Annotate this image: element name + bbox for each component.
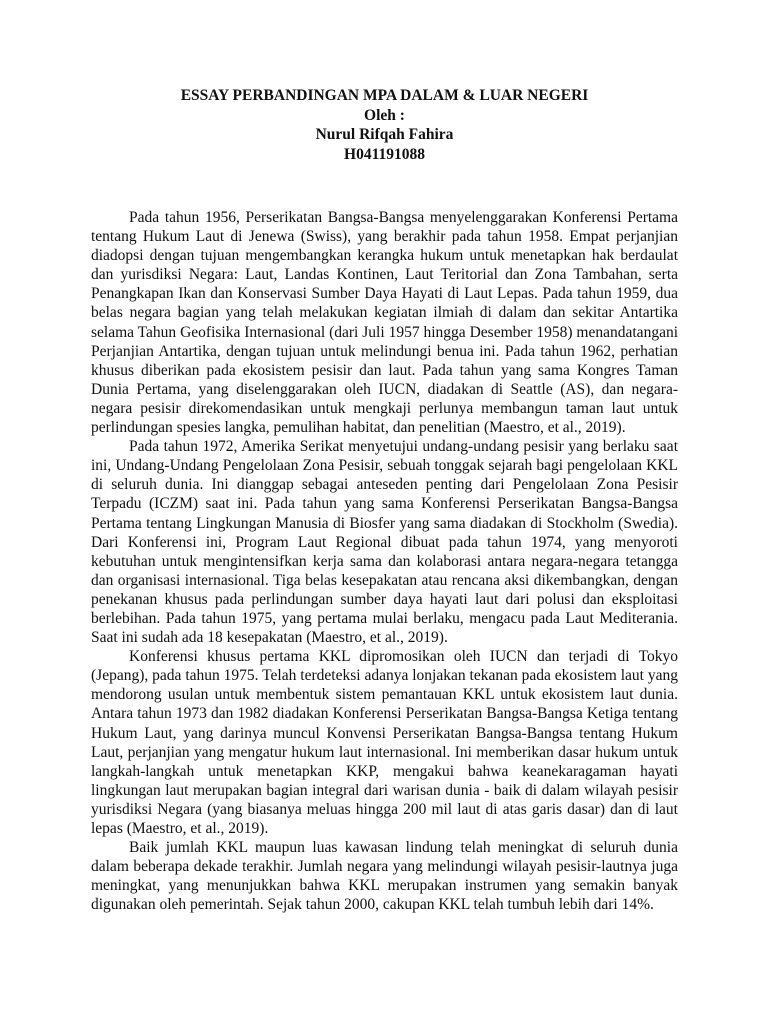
document-body	[91, 208, 678, 914]
document-title: ESSAY PERBANDINGAN MPA DALAM & LUAR NEGERI	[180, 87, 589, 104]
document-header	[91, 86, 678, 164]
paragraph-3: Konferensi khusus pertama KKL dipromosikan oleh IUCN dan terjadi di Tokyo (Jepang), pada tahun 1975. Telah terdeteksi adanya lonjakan tekanan pada ekosistem laut yang mendorong usulan untuk membentuk sistem pemantauan KKL untuk ekosistem laut dunia. Antara tahun 1973 dan 1982 diadakan Konferensi Perserikatan Bangsa-Bangsa Ketiga tentang Hukum Laut, yang darinya muncul Konvensi Perserikatan Bangsa-Bangsa tentang Hukum Laut, perjanjian yang mengatur hukum laut internasional. Ini memberikan dasar hukum untuk langkah-langkah untuk menetapkan KKP, mengakui bahwa keanekaragaman hayati lingkungan laut merupakan bagian integral dari warisan dunia - baik di dalam wilayah pesisir yurisdiksi Negara (yang biasanya meluas hingga 200 mil laut di atas garis dasar) dan di laut lepas (Maestro, et al., 2019).	[91, 648, 678, 837]
author-by-label: Oleh :	[364, 106, 405, 124]
paragraph-4: Baik jumlah KKL maupun luas kawasan lindung telah meningkat di seluruh dunia dalam beberapa dekade terakhir. Jumlah negara yang melindungi wilayah pesisir-lautnya juga meningkat, yang menunjukkan bahwa KKL merupakan instrumen yang semakin banyak digunakan oleh pemerintah. Sejak tahun 2000, cakupan KKL telah tumbuh lebih dari 14%.	[91, 839, 678, 914]
student-id: H041191088	[344, 145, 425, 163]
paragraph-1: Pada tahun 1956, Perserikatan Bangsa-Bangsa menyelenggarakan Konferensi Pertama tentang Hukum Laut di Jenewa (Swiss), yang berakhir pada tahun 1958. Empat perjanjian diadopsi dengan tujuan mengembangkan kerangka hukum untuk menetapkan hak berdaulat dan yurisdiksi Negara: Laut, Landas Kontinen, Laut Teritorial dan Zona Tambahan, serta Penangkapan Ikan dan Konservasi Sumber Daya Hayati di Laut Lepas. Pada tahun 1959, dua belas negara bagian yang telah melakukan kegiatan ilmiah di dalam dan sekitar Antartika selama Tahun Geofisika Internasional (dari Juli 1957 hingga Desember 1958) menandatangani Perjanjian Antartika, dengan tujuan untuk melindungi benua ini. Pada tahun 1962, perhatian khusus diberikan pada ekosistem pesisir dan laut. Pada tahun yang sama Kongres Taman Dunia Pertama, yang diselenggarakan oleh IUCN, diadakan di Seattle (AS), dan negara-negara pesisir direkomendasikan untuk mengkaji perlunya membangun taman laut untuk perlindungan spesies langka, pemulihan habitat, dan penelitian (Maestro, et al., 2019).	[91, 209, 678, 437]
author-name: Nurul Rifqah Fahira	[315, 126, 454, 143]
paragraph-2: Pada tahun 1972, Amerika Serikat menyetujui undang-undang pesisir yang berlaku saat ini, Undang-Undang Pengelolaan Zona Pesisir, sebuah tonggak sejarah bagi pengelolaan KKL di seluruh dunia. Ini dianggap sebagai anteseden penting dari Pengelolaan Zona Pesisir Terpadu (ICZM) saat ini. Pada tahun yang sama Konferensi Perserikatan Bangsa-Bangsa Pertama tentang Lingkungan Manusia di Biosfer yang sama diadakan di Stockholm (Swedia). Dari Konferensi ini, Program Laut Regional dibuat pada tahun 1974, yang menyoroti kebutuhan untuk mengintensifkan kerja sama dan kolaborasi antara negara-negara tetangga dan organisasi internasional. Tiga belas kesepakatan atau rencana aksi dikembangkan, dengan penekanan khusus pada perlindungan sumber daya hayati laut dari polusi dan eksploitasi berlebihan. Pada tahun 1975, yang pertama mulai berlaku, mengacu pada Laut Mediterania. Saat ini sudah ada 18 kesepakatan (Maestro, et al., 2019).	[91, 438, 678, 647]
